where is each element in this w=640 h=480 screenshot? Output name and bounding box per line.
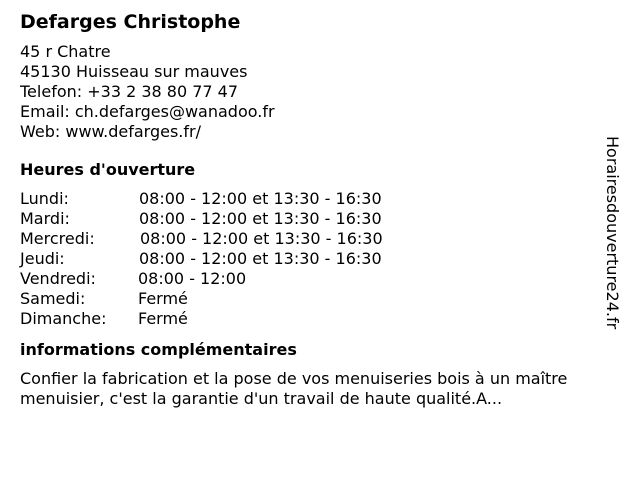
day-label: Vendredi: (20, 269, 96, 288)
brand-watermark: Horairesdouverture24.fr (603, 136, 622, 330)
day-label: Jeudi: (20, 249, 65, 268)
hours-heading: Heures d'ouverture (20, 160, 196, 179)
day-label: Lundi: (20, 189, 69, 208)
hours-row-wednesday (20, 229, 600, 249)
website-link[interactable]: Web: www.defarges.fr/ (20, 122, 201, 141)
time-value: 08:00 - 12:00 et 13:30 - 16:30 (139, 189, 382, 208)
time-value: 08:00 - 12:00 (138, 269, 247, 288)
hours-row-friday (20, 269, 600, 289)
contact-block (20, 42, 600, 142)
day-label: Mardi: (20, 209, 70, 228)
info-heading: informations complémentaires (20, 340, 297, 359)
hours-row-thursday (20, 249, 600, 269)
day-label: Samedi: (20, 289, 86, 308)
hours-row-monday (20, 189, 600, 209)
day-label: Dimanche: (20, 309, 107, 328)
city-address: 45130 Huisseau sur mauves (20, 62, 248, 81)
hours-row-tuesday (20, 209, 600, 229)
hours-row-saturday (20, 289, 600, 309)
time-value: 08:00 - 12:00 et 13:30 - 16:30 (139, 249, 382, 268)
time-value: 08:00 - 12:00 et 13:30 - 16:30 (139, 209, 382, 228)
business-card (20, 10, 600, 409)
business-name: Defarges Christophe (20, 11, 241, 33)
time-value: Fermé (138, 309, 188, 328)
info-description: Confier la fabrication et la pose de vos menuiseries bois à un maître menuisier, c'est la garantie d'un travail de haute qualité.A... (20, 369, 568, 408)
hours-row-sunday (20, 309, 600, 329)
opening-hours-table (20, 189, 600, 329)
phone-number[interactable]: Telefon: +33 2 38 80 77 47 (20, 82, 239, 101)
time-value: Fermé (138, 289, 188, 308)
street-address: 45 r Chatre (20, 42, 111, 61)
day-label: Mercredi: (20, 229, 95, 248)
email-address[interactable]: Email: ch.defarges@wanadoo.fr (20, 102, 275, 121)
time-value: 08:00 - 12:00 et 13:30 - 16:30 (140, 229, 383, 248)
